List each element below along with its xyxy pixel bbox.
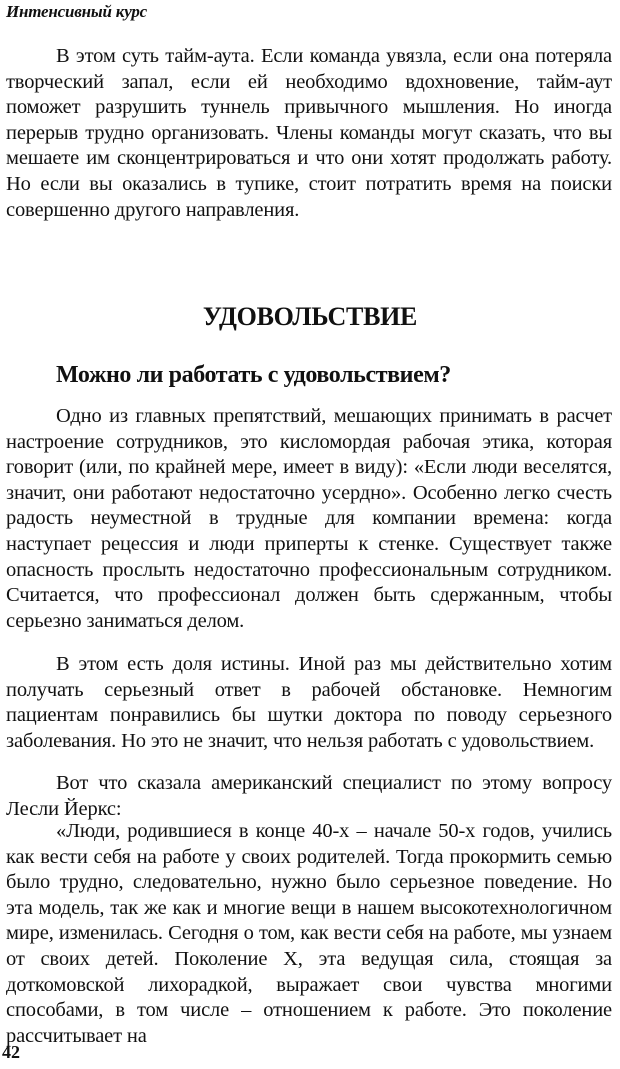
paragraph-obstacles: Одно из главных препятствий, мешающих принимать в расчет настроение сотрудников, это кисломордая рабочая этика, которая говорит (или, по крайней мере, имеет в виду): «Если люди веселятся, значит, они работают недостаточно усердно». Особенно легко счесть радость неуместной в трудные для компании времена: когда наступает рецессия и люди приперты к стенке. Существует также опасность прослыть недостаточно профессиональным сотрудником. Считается, что профессионал должен быть сдержанным, чтобы серьезно заниматься делом.: [6, 405, 612, 632]
subsection-title: Можно ли работать с удовольствием?: [56, 362, 451, 388]
paragraph-truth: В этом есть доля истины. Иной раз мы действительно хотим получать серьезный ответ в рабочей обстановке. Немногим пациентам понравились бы шутки доктора по поводу серьезного заболевания. Но это не значит, что нельзя работать с удовольствием.: [6, 653, 612, 752]
paragraph-quote-intro: Вот что сказала американский специалист по этому вопросу Лесли Йеркс:: [6, 772, 612, 820]
paragraph-timeout: В этом суть тайм-аута. Если команда увязла, если она потеряла творческий запал, если ей необходимо вдохновение, тайм-аут поможет разрушить туннель привычного мышления. Но иногда перерыв трудно организовать. Члены команды могут сказать, что вы мешаете им сконцентрироваться и что они хотят продолжать работу. Но если вы оказались в тупике, стоит потратить время на поиски совершенно другого направления.: [6, 45, 612, 221]
section-title: УДОВОЛЬСТВИЕ: [202, 302, 418, 331]
page-number: 42: [2, 1042, 20, 1062]
paragraph-quote: «Люди, родившиеся в конце 40-х – начале 50-х годов, учились как вести себя на работе у своих родителей. Тогда прокормить семью было трудно, следовательно, нужно было серьезное поведение. Но эта модель, так же как и многие вещи в нашем высокотехнологичном мире, изменилась. Сегодня о том, как вести себя на работе, мы узнаем от своих детей. Поколение X, эта ведущая сила, стоящая за доткомовской лихорадкой, выражает свои чувства многими способами, в том числе – отношением к работе. Это поколение рассчитывает на: [6, 820, 612, 1047]
running-head: Интенсивный курс: [6, 2, 147, 21]
